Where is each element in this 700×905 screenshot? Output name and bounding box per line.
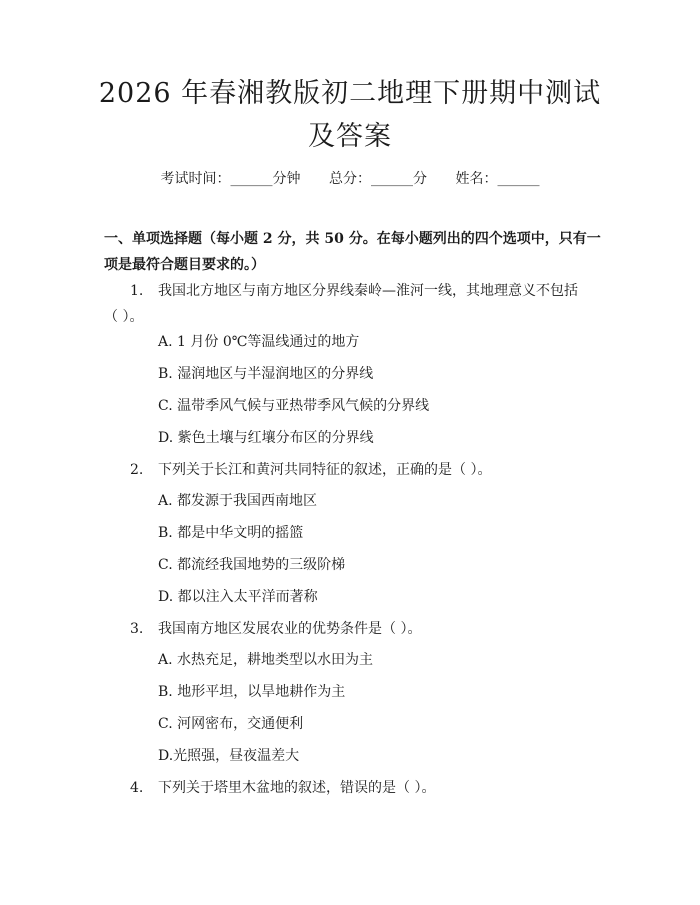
question-text: 我国南方地区发展农业的优势条件是（ ）。 [158, 621, 422, 637]
question-text: 我国北方地区与南方地区分界线秦岭—淮河一线，其地理意义不包括（ ）。 [104, 283, 578, 325]
question-1-option-c: C. 温带季风气候与亚热带季风气候的分界线 [158, 398, 430, 414]
question-3-option-c: C. 河网密布，交通便利 [158, 716, 304, 732]
question-1 [104, 278, 584, 330]
question-2-option-c: C. 都流经我国地势的三级阶梯 [158, 557, 346, 573]
question-2-option-b: B. 都是中华文明的摇篮 [158, 525, 304, 541]
question-2 [130, 457, 491, 483]
question-3-option-d: D.光照强，昼夜温差大 [158, 748, 300, 764]
question-number: 1. [130, 283, 144, 299]
question-3-option-a: A. 水热充足，耕地类型以水田为主 [158, 652, 374, 668]
question-3-option-b: B. 地形平坦，以旱地耕作为主 [158, 684, 346, 700]
question-number: 2. [130, 462, 144, 478]
question-2-option-a: A. 都发源于我国西南地区 [158, 493, 318, 509]
exam-time-field: 考试时间：______分钟 [160, 171, 301, 187]
section-heading: 一、单项选择题（每小题 2 分，共 50 分。在每小题列出的四个选项中，只有一项是最符合题目要求的。） [104, 231, 601, 273]
question-text: 下列关于长江和黄河共同特征的叙述，正确的是（ ）。 [158, 462, 492, 478]
question-number: 4. [130, 780, 144, 796]
question-3 [130, 616, 421, 642]
question-1-option-a: A. 1 月份 0℃等温线通过的地方 [158, 334, 360, 350]
question-1-option-d: D. 紫色土壤与红壤分布区的分界线 [158, 430, 374, 446]
total-score-field: 总分：______分 [329, 171, 427, 187]
question-number: 3. [130, 621, 144, 637]
student-name-field: 姓名：______ [455, 171, 540, 187]
question-4 [130, 775, 435, 801]
question-1-option-b: B. 湿润地区与半湿润地区的分界线 [158, 366, 374, 382]
exam-meta [0, 168, 700, 188]
page-title: 2026 年春湘教版初二地理下册期中测试及答案 [98, 78, 602, 152]
question-text: 下列关于塔里木盆地的叙述，错误的是（ ）。 [158, 780, 436, 796]
question-2-option-d: D. 都以注入太平洋而著称 [158, 589, 318, 605]
